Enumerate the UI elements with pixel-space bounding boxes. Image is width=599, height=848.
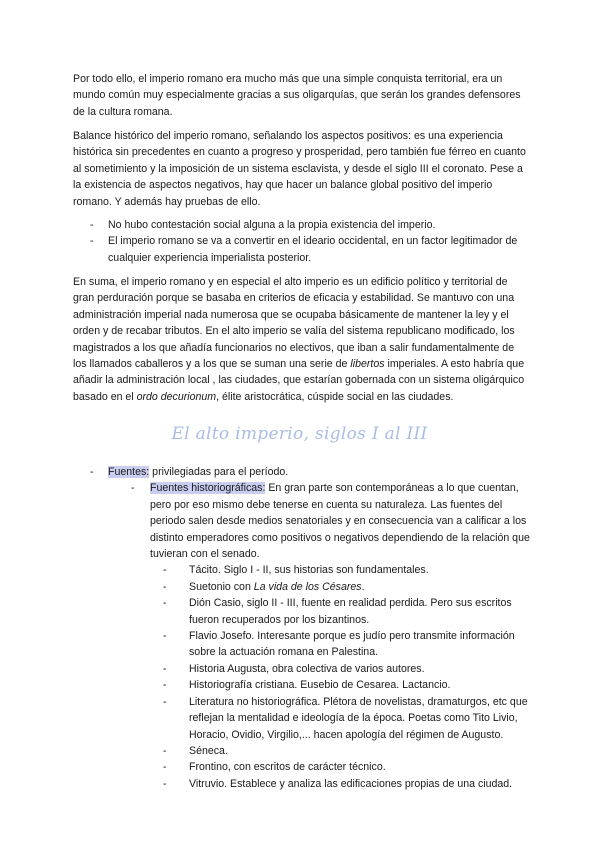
list-item-text: En gran parte son contemporáneas a lo que cuentan, pero por eso mismo debe tenerse en cuenta su naturaleza. Las fuentes del periodo salen desde medios senatoriales y en consecuencia van a calificar a los distinto emperadores como positivos o negativos dependiendo de la relación que tuvieran con el senado. xyxy=(150,482,530,561)
list-item-text: . xyxy=(361,580,365,593)
dash-bullet: - xyxy=(163,597,167,610)
list-item xyxy=(73,628,533,661)
dash-bullet: - xyxy=(163,695,167,708)
list-item-text: Frontino, con escritos de carácter técnico. xyxy=(189,761,386,774)
list-item xyxy=(73,480,533,562)
dash-bullet: - xyxy=(163,630,167,643)
dash-bullet: - xyxy=(163,744,167,757)
dash-bullet: - xyxy=(90,235,94,248)
list-item xyxy=(73,562,533,578)
list-item-text: Historiografía cristiana. Eusebio de Cesarea. Lactancio. xyxy=(189,679,451,692)
list-item xyxy=(73,776,533,792)
list-item xyxy=(73,464,533,480)
list-item xyxy=(73,579,533,595)
list-item-text: privilegiadas para el período. xyxy=(149,466,289,478)
list-item xyxy=(73,233,528,266)
section-heading: El alto imperio, siglos I al III xyxy=(171,424,428,444)
list-item-text: El imperio romano se va a convertir en el ideario occidental, en un factor legitimador de cualquier experiencia imperialista posterior. xyxy=(108,235,518,264)
list-item-text: Dión Casio, siglo II - III, fuente en realidad perdida. Pero sus escritos fueron recuperados por los bizantinos. xyxy=(189,597,512,626)
dash-bullet: - xyxy=(131,482,135,495)
list-item-text: No hubo contestación social alguna a la propia existencia del imperio. xyxy=(108,219,436,231)
italic-title: La vida de los Césares xyxy=(253,580,362,593)
summary-text: imperiales. A esto habría que añadir la administración local , las ciudades, que estarían gobernada con un sistema oligárquico basado en el xyxy=(73,358,525,403)
summary-text: En suma, el imperio romano y en especial el alto imperio es un edificio político y territorial de gran perduración porque se basaba en criterios de eficacia y estabilidad. Se mantuvo con una administración imperial nada numerosa que se ocupaba básicamente de mantener la ley y el orden y de recabar tributos. En el alto imperio se valía del sistema republicano modificado, los magistrados a los que añadía funcionarios no electivos, que iban a salir fundamentalmente de los llamados caballeros y a los que se suman una serie de xyxy=(73,276,515,371)
list-item xyxy=(73,694,533,743)
paragraph-balance: Balance histórico del imperio romano, señalando los aspectos positivos: es una experiencia histórica sin precedentes en cuanto a progreso y prosperidad, pero también fue férreo en cuanto al sometimiento y la imposición de un sistema esclavista, y desde el siglo III el coronato. Pese a la existencia de aspectos negativos, hay que hacer un balance global positivo del imperio romano. Y además hay pruebas de ello. xyxy=(73,130,526,208)
list-item xyxy=(73,677,533,693)
dash-bullet: - xyxy=(163,761,167,774)
dash-bullet: - xyxy=(90,466,94,478)
dash-bullet: - xyxy=(163,662,167,675)
dash-bullet: - xyxy=(163,679,167,692)
list-item-text: Literatura no historiográfica. Plétora de novelistas, dramaturgos, etc que reflejan la mentalidad e ideología de la época. Poetas como Tito Livio, Horacio, Ovidio, Virgilio,... hacen apología del régimen de Augusto. xyxy=(189,695,528,741)
paragraph-summary xyxy=(73,274,528,405)
fuentes-outline xyxy=(73,464,533,792)
list-item-text: Séneca. xyxy=(189,744,228,757)
list-item xyxy=(73,743,533,759)
list-item-text: Tácito. Siglo I - II, sus historias son fundamentales. xyxy=(189,564,429,577)
dash-bullet: - xyxy=(163,580,167,593)
sources-list xyxy=(73,562,533,792)
list-item-text: Flavio Josefo. Interesante porque es judío pero transmite información sobre la actuación romana en Palestina. xyxy=(189,630,515,659)
list-item-text: Historia Augusta, obra colectiva de varios autores. xyxy=(189,662,425,675)
highlighted-label: Fuentes: xyxy=(108,466,150,478)
bullet-list xyxy=(73,217,528,266)
list-item xyxy=(73,661,533,677)
summary-text: , élite aristocrática, cúspide social en las ciudades. xyxy=(216,390,454,403)
dash-bullet: - xyxy=(90,219,94,231)
list-item xyxy=(73,217,528,233)
list-item xyxy=(73,595,533,628)
paragraph-intro: Por todo ello, el imperio romano era mucho más que una simple conquista territorial, era un mundo común muy especialmente gracias a sus oligarquías, que serán los grandes defensores de la cultura romana. xyxy=(73,73,521,118)
dash-bullet: - xyxy=(163,777,167,790)
highlighted-label: Fuentes historiográficas: xyxy=(150,482,266,495)
dash-bullet: - xyxy=(163,564,167,577)
italic-term: ordo decurionum xyxy=(136,390,217,403)
list-item xyxy=(73,759,533,775)
italic-term: libertos xyxy=(350,358,385,371)
list-item-text: Suetonio con xyxy=(189,580,254,593)
list-item-text: Vitruvio. Establece y analiza las edificaciones propias de una ciudad. xyxy=(189,777,513,790)
